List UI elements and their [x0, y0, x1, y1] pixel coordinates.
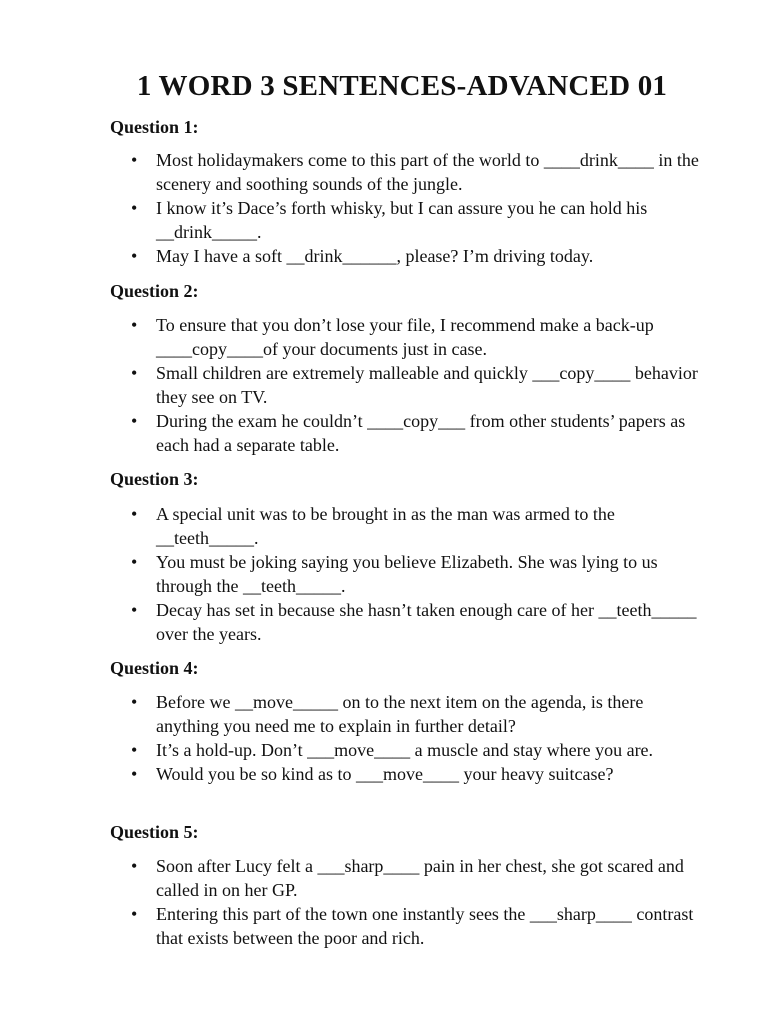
sentence-item — [110, 196, 710, 244]
sentence-text: To ensure that you don’t lose your file, I recommend make a back-up ____copy____of your documents just in case. — [156, 315, 654, 359]
bullet-icon: • — [131, 692, 138, 712]
question-4-sentences — [110, 690, 710, 786]
bullet-icon: • — [131, 904, 138, 924]
bullet-icon: • — [131, 150, 138, 170]
question-heading-3: Question 3: — [110, 469, 199, 489]
sentence-text: Most holidaymakers come to this part of the world to ____drink____ in the scenery and soothing sounds of the jungle. — [156, 150, 699, 194]
sentence-item — [110, 148, 710, 196]
sentence-text: A special unit was to be brought in as the man was armed to the __teeth_____. — [156, 504, 615, 548]
bullet-icon: • — [131, 363, 138, 383]
question-3-sentences — [110, 502, 710, 646]
sentence-text: May I have a soft __drink______, please? I’m driving today. — [156, 246, 594, 266]
sentence-text: You must be joking saying you believe Elizabeth. She was lying to us through the __teeth_____. — [156, 552, 658, 596]
sentence-item — [110, 738, 710, 762]
sentence-text: It’s a hold-up. Don’t ___move____ a muscle and stay where you are. — [156, 740, 654, 760]
question-heading-2: Question 2: — [110, 281, 199, 301]
document-title: 1 WORD 3 SENTENCES-ADVANCED 01 — [136, 70, 668, 102]
question-1-sentences — [110, 148, 710, 268]
question-2-sentences — [110, 313, 710, 457]
bullet-icon: • — [131, 315, 138, 335]
bullet-icon: • — [131, 764, 138, 784]
question-5-sentences — [110, 854, 710, 950]
sentence-text: Entering this part of the town one instantly sees the ___sharp____ contrast that exists between the poor and rich. — [156, 904, 694, 948]
question-heading-5: Question 5: — [110, 822, 199, 842]
sentence-text: I know it’s Dace’s forth whisky, but I can assure you he can hold his __drink_____. — [156, 198, 648, 242]
bullet-icon: • — [131, 600, 138, 620]
sentence-item — [110, 313, 710, 361]
question-heading-1: Question 1: — [110, 117, 199, 137]
sentence-text: Soon after Lucy felt a ___sharp____ pain in her chest, she got scared and called in on her GP. — [156, 856, 684, 900]
sentence-text: During the exam he couldn’t ____copy___ from other students’ papers as each had a separate table. — [156, 411, 686, 455]
sentence-item — [110, 902, 710, 950]
sentence-item — [110, 244, 710, 268]
sentence-text: Would you be so kind as to ___move____ your heavy suitcase? — [156, 764, 614, 784]
sentence-item — [110, 409, 710, 457]
bullet-icon: • — [131, 411, 138, 431]
sentence-text: Small children are extremely malleable and quickly ___copy____ behavior they see on TV. — [156, 363, 698, 407]
sentence-item — [110, 690, 710, 738]
sentence-item — [110, 762, 710, 786]
bullet-icon: • — [131, 552, 138, 572]
sentence-text: Decay has set in because she hasn’t taken enough care of her __teeth_____ over the years. — [156, 600, 697, 644]
bullet-icon: • — [131, 740, 138, 760]
sentence-item — [110, 361, 710, 409]
sentence-item — [110, 502, 710, 550]
sentence-item — [110, 598, 710, 646]
sentence-item — [110, 550, 710, 598]
bullet-icon: • — [131, 504, 138, 524]
sentence-item — [110, 854, 710, 902]
question-heading-4: Question 4: — [110, 658, 199, 678]
bullet-icon: • — [131, 856, 138, 876]
bullet-icon: • — [131, 246, 138, 266]
sentence-text: Before we __move_____ on to the next item on the agenda, is there anything you need me to explain in further detail? — [156, 692, 644, 736]
bullet-icon: • — [131, 198, 138, 218]
